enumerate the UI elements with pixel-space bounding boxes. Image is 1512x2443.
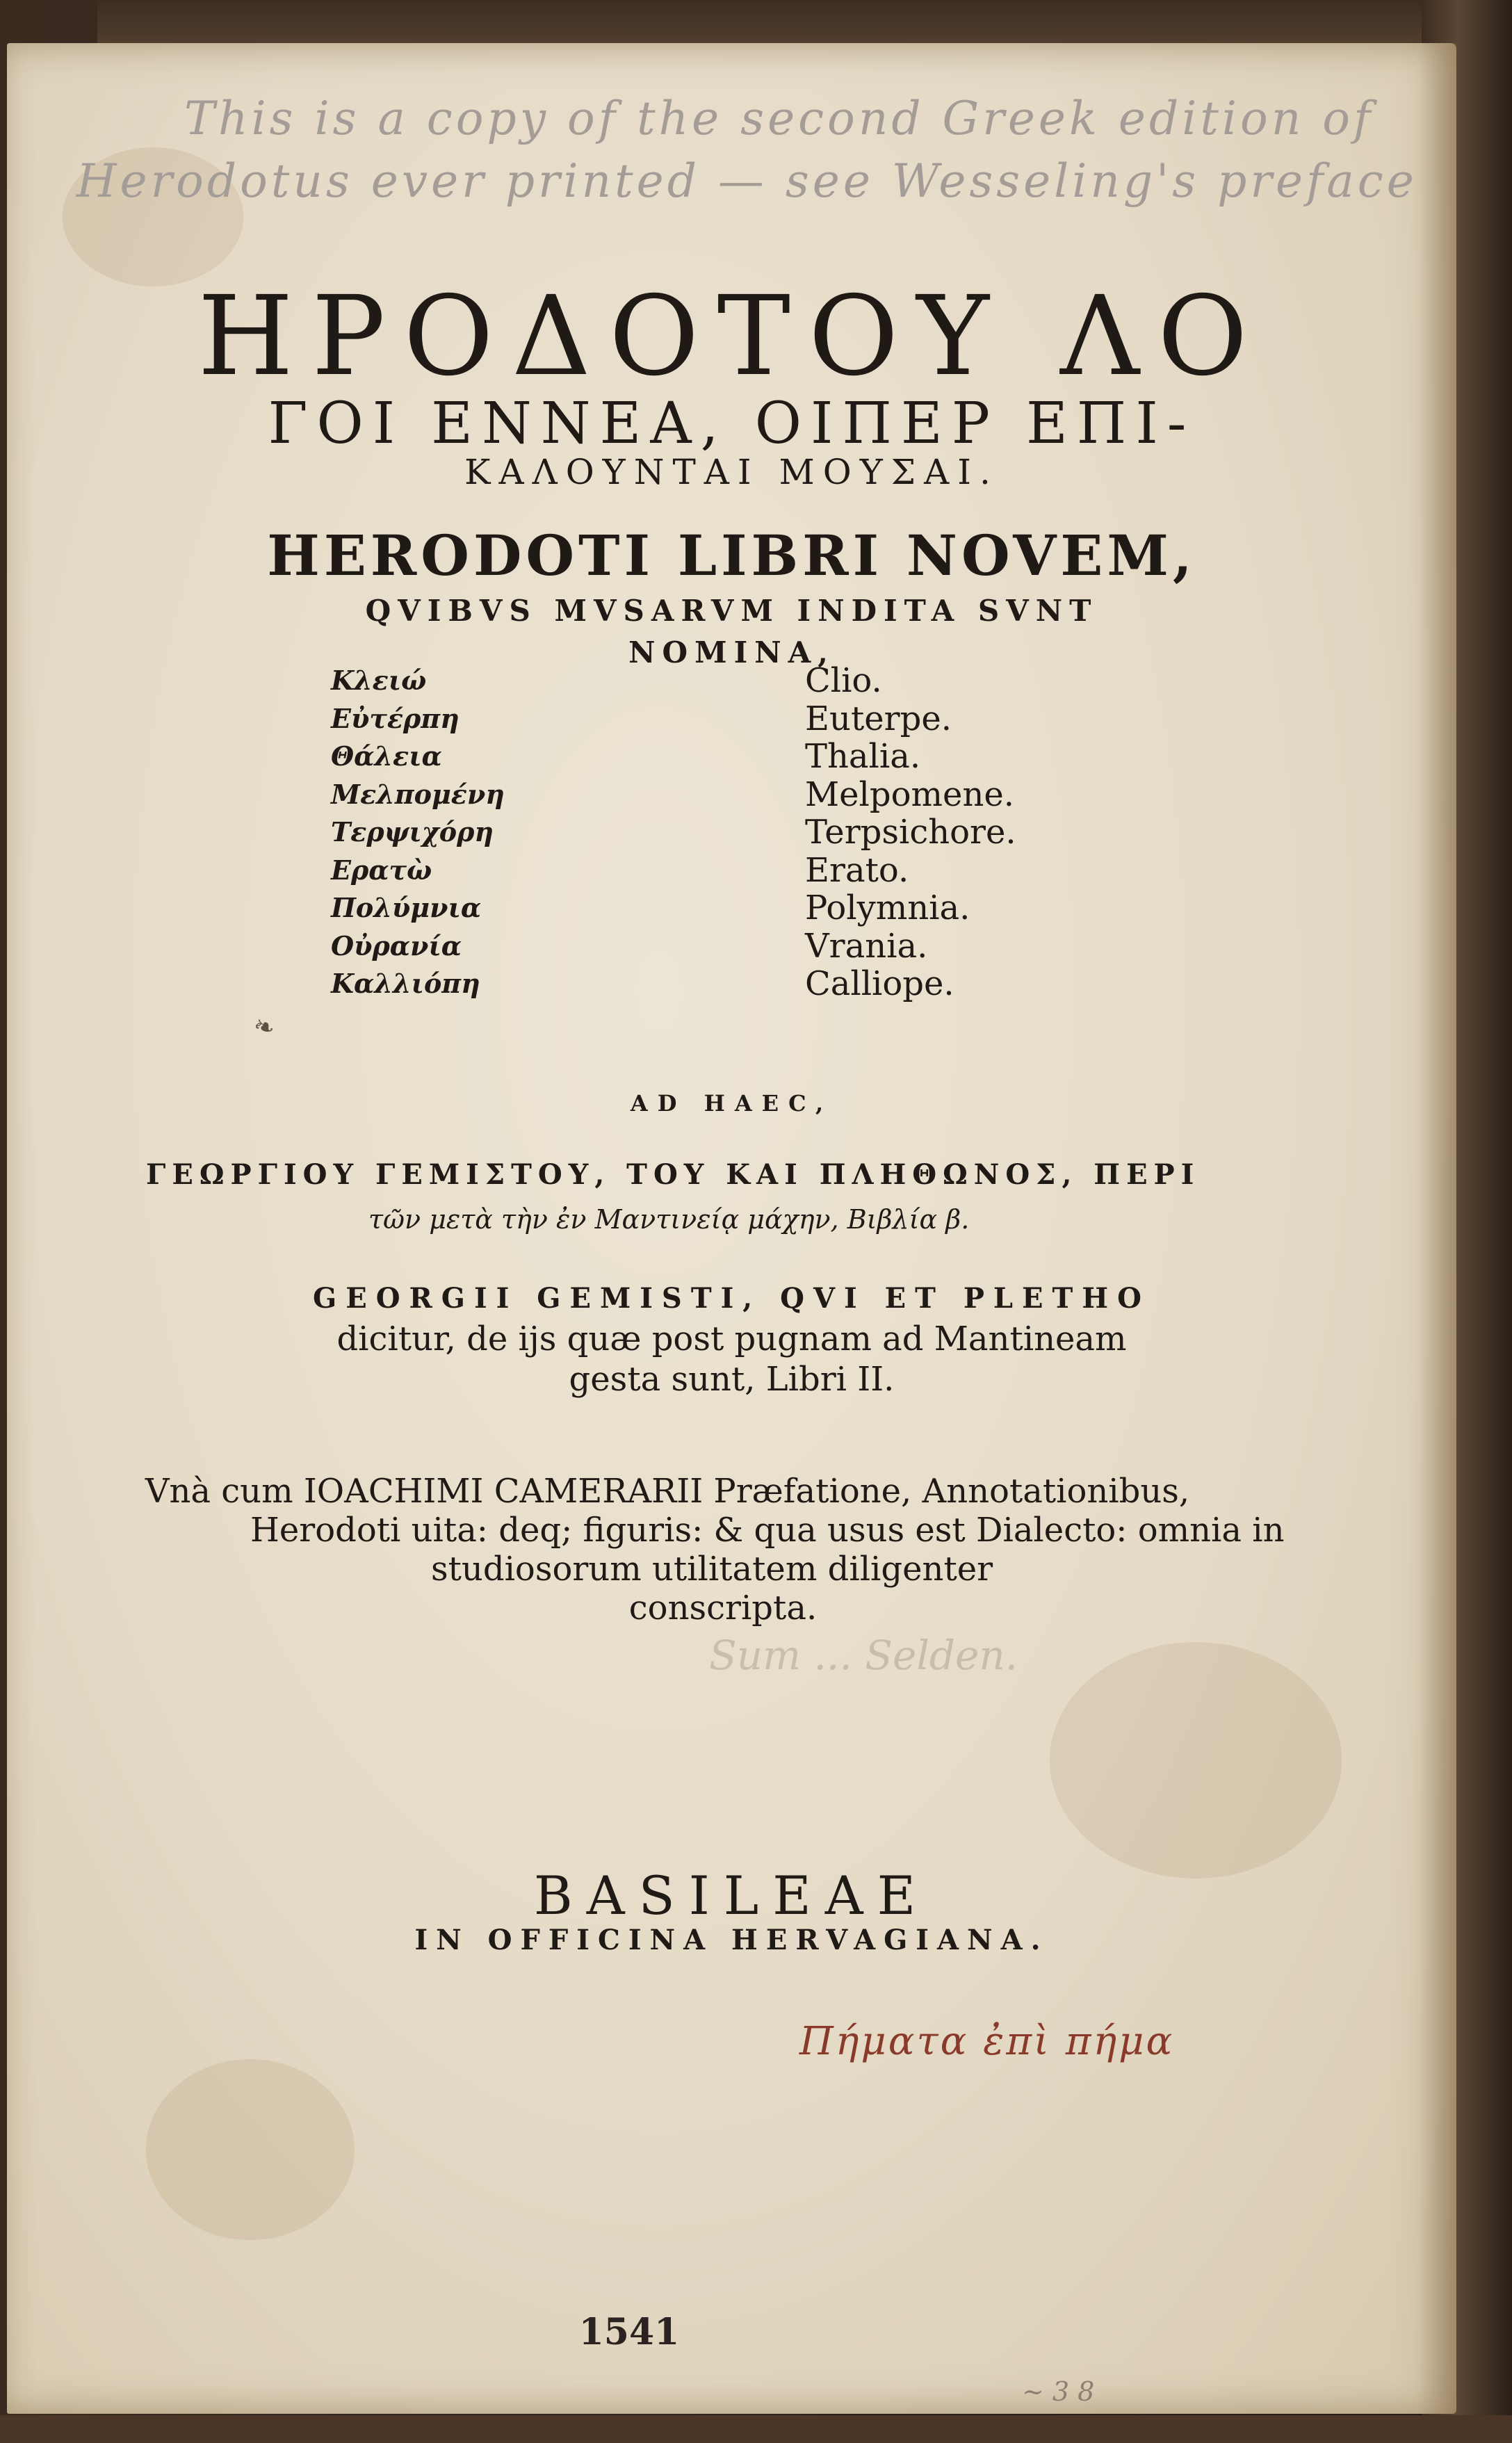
year-inscription: 1541 <box>578 2311 680 2353</box>
greek-title-line-1: ΗΡΟΔΟΤΟΥ ΛΟ <box>197 273 1266 400</box>
muse-latin-name: Clio. <box>805 661 882 700</box>
muse-latin-name: Thalia. <box>805 737 921 776</box>
muse-latin-name: Polymnia. <box>805 888 970 927</box>
muse-latin-name: Vrania. <box>805 926 928 966</box>
contents-line-1: Vnà cum IOACHIMI CAMERARII Præfatione, Annotationibus, <box>145 1472 1190 1511</box>
contents-line-3: studiosorum utilitatem diligenter <box>431 1550 993 1589</box>
gemistos-latin-line-2: dicitur, de ijs quæ post pugnam ad Mantineam <box>336 1320 1127 1358</box>
imprint-printer: IN OFFICINA HERVAGIANA. <box>414 1924 1049 1956</box>
gemistos-greek-line-2: τῶν μετὰ τὴν ἐν Μαντινείᾳ μάχην, Βιβλία β. <box>368 1204 970 1235</box>
ad-haec-heading: AD HAEC, <box>630 1090 834 1117</box>
muse-greek-name: Κλειώ <box>331 665 427 696</box>
gemistos-latin-line-1: GEORGII GEMISTI, QVI ET PLETHO <box>313 1282 1151 1315</box>
muse-latin-name: Erato. <box>805 850 909 890</box>
imprint-city: BASILEAE <box>533 1865 930 1926</box>
muses-greek-column <box>331 662 505 1003</box>
latin-title-line-3: NOMINA, <box>628 635 835 669</box>
latin-title-line-1: HERODOTI LIBRI NOVEM, <box>267 523 1196 588</box>
gemistos-greek-line-1: ΓΕΩΡΓΙΟΥ ΓΕΜΙΣΤΟΥ, ΤΟΥ ΚΑΙ ΠΛΗΘΩΝΟΣ, ΠΕΡΙ <box>146 1158 1201 1191</box>
binding-bottom-edge <box>0 2415 1512 2443</box>
shelf-mark: ~ 3 8 <box>1022 2376 1095 2407</box>
muse-latin-name: Euterpe. <box>805 699 952 738</box>
muse-latin-name: Terpsichore. <box>805 813 1016 852</box>
muse-greek-name: Πολύμνια <box>331 892 482 923</box>
binding-top-edge <box>97 0 1512 49</box>
handwritten-motto: Πήματα ἐπὶ πήμα <box>799 2019 1175 2064</box>
pencil-note-line-1: This is a copy of the second Greek edition of <box>184 92 1374 145</box>
muse-greek-name: Τερψιχόρη <box>331 816 494 847</box>
foxing-stain <box>1050 1642 1342 1878</box>
muse-latin-name: Calliope. <box>805 964 954 1003</box>
muse-latin-name: Melpomene. <box>805 774 1015 814</box>
greek-title-line-2: ΓΟΙ ΕΝΝΕΑ, ΟΙΠΕΡ ΕΠΙ- <box>268 391 1196 457</box>
muses-latin-column <box>805 662 1016 1003</box>
foxing-stain <box>146 2059 355 2240</box>
contents-line-2: Herodoti uita: deq; figuris: & qua usus est Dialecto: omnia in <box>250 1511 1285 1550</box>
muse-greek-name: Εὐτέρπη <box>331 702 460 734</box>
title-page <box>7 43 1456 2414</box>
muse-greek-name: Θάλεια <box>331 740 442 772</box>
gemistos-latin-line-3: gesta sunt, Libri II. <box>569 1360 895 1399</box>
contents-line-4: conscripta. <box>628 1589 818 1628</box>
muse-greek-name: Ερατὼ <box>331 854 432 886</box>
muse-greek-name: Οὐρανία <box>331 930 462 961</box>
muse-greek-name: Μελπομένη <box>331 778 505 810</box>
latin-title-line-2: QVIBVS MVSARVM INDITA SVNT <box>365 594 1098 628</box>
printer-flourish-icon: ❧ <box>250 1010 279 1044</box>
muse-greek-name: Καλλιόπη <box>331 968 480 999</box>
faded-signature: Sum ... Selden. <box>709 1632 1018 1679</box>
greek-title-line-3: ΚΑΛΟΥΝΤΑΙ ΜΟΥΣΑΙ. <box>464 452 999 492</box>
pencil-note-line-2: Herodotus ever printed — see Wesseling's preface <box>76 154 1417 208</box>
